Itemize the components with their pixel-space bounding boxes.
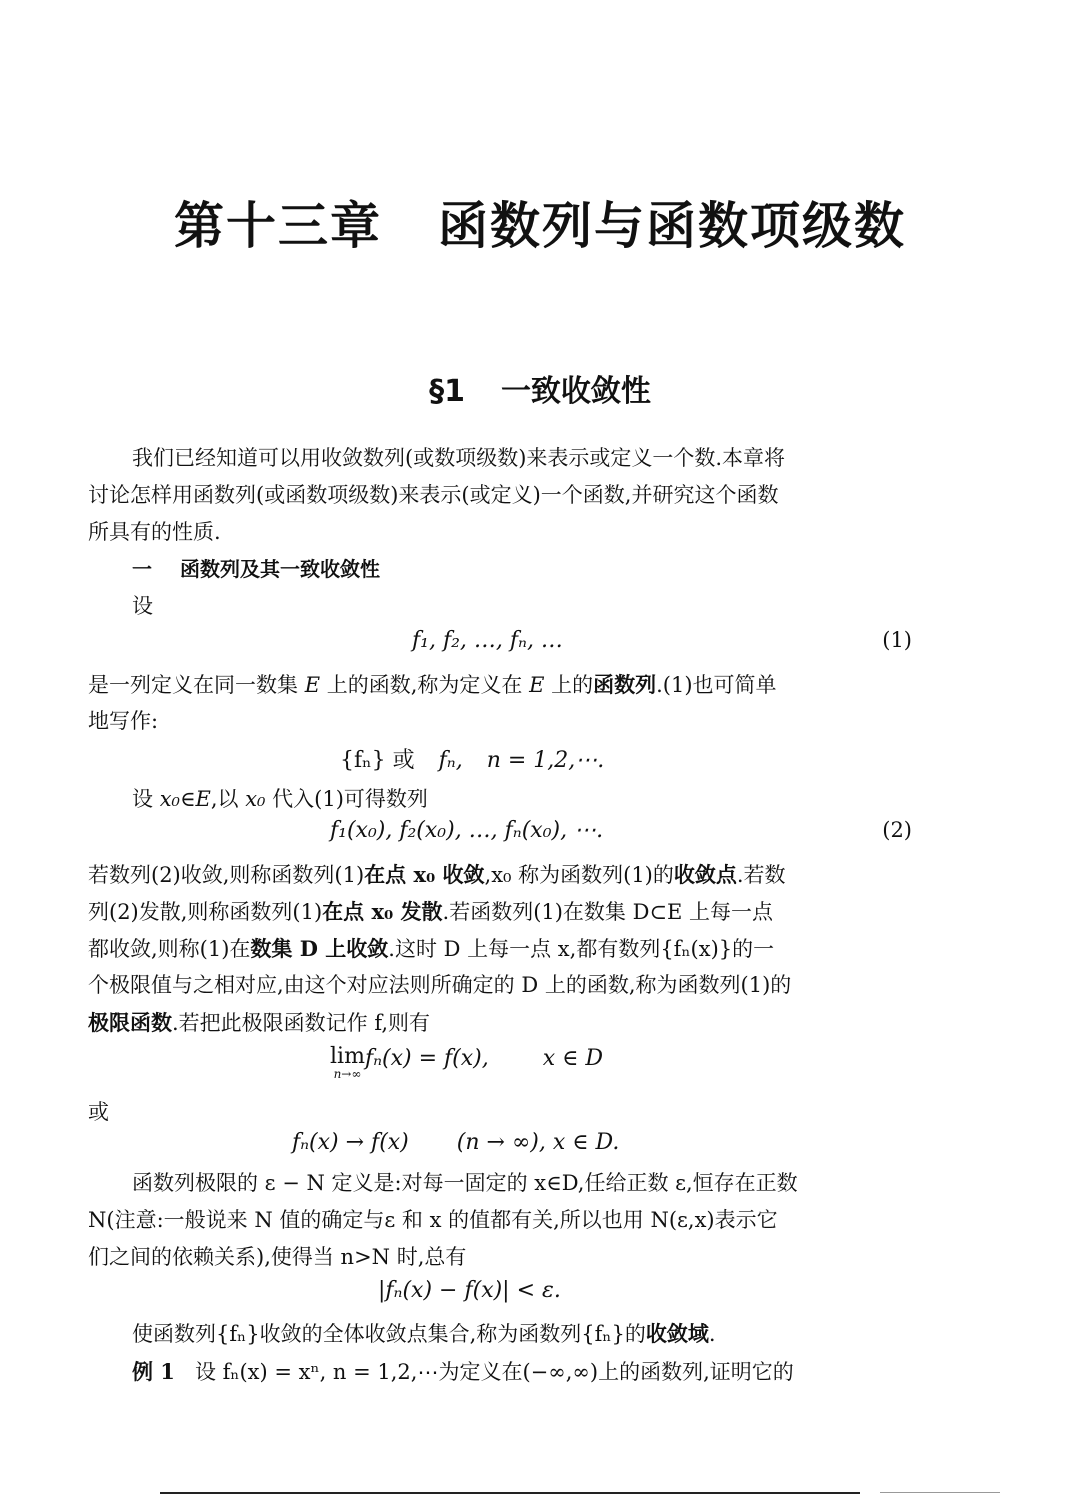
section-title [0, 366, 1080, 410]
term-convergence-point: 收敛点 [673, 862, 737, 887]
definition-line: 地写作: [88, 709, 159, 733]
or-line: 或 [88, 1100, 109, 1124]
subsection-name: 函数列及其一致收敛性 [180, 557, 380, 581]
term-converge-on-set: 数集 D 上收敛 [250, 936, 389, 961]
intro-paragraph [88, 440, 1008, 477]
subsection-number: 一 [132, 557, 152, 581]
subsection-heading [88, 551, 1008, 588]
intro-line: 讨论怎样用函数列(或函数项级数)来表示(或定义)一个函数,并研究这个函数 [88, 483, 779, 507]
term-converge-at-point: 在点 x₀ 收敛 [364, 862, 485, 887]
convergence-domain-paragraph: 使函数列{fₙ}收敛的全体收敛点集合,称为函数列{fₙ}的收敛域. [132, 1321, 716, 1346]
convergence-line: 都收敛,则称(1)在数集 D 上收敛.这时 D 上每一点 x,都有数列{fₙ(x)}的一 [88, 936, 775, 961]
page-bottom-rule-faint [880, 1492, 1000, 1493]
equation-number-2: (2) [882, 818, 912, 842]
epsilon-paragraph: 函数列极限的 ε − N 定义是:对每一固定的 x∈D,任给正数 ε,恒存在正数 [132, 1171, 798, 1195]
notation-equation: {fₙ} 或 fₙ, n = 1,2,⋯. [340, 748, 605, 773]
term-convergence-domain: 收敛域 [645, 1321, 709, 1346]
epsilon-line: 们之间的依赖关系),使得当 n>N 时,总有 [88, 1245, 467, 1269]
term-function-sequence: 函数列 [593, 672, 657, 697]
convergence-line: 极限函数.若把此极限函数记作 f,则有 [88, 1010, 431, 1035]
convergence-paragraph: 若数列(2)收敛,则称函数列(1)在点 x₀ 收敛,x₀ 称为函数列(1)的收敛点.若数 [88, 862, 786, 887]
equation-limit: lim n→∞ fₙ(x) = f(x), x ∈ D [330, 1044, 604, 1081]
substitution-paragraph: 设 x₀∈E,以 x₀ 代入(1)可得数列 [132, 787, 428, 811]
definition-paragraph: 是一列定义在同一数集 E 上的函数,称为定义在 E 上的函数列.(1)也可简单 [88, 672, 777, 697]
convergence-line: 列(2)发散,则称函数列(1)在点 x₀ 发散.若函数列(1)在数集 D⊂E 上每一点 [88, 899, 774, 924]
page-bottom-rule [160, 1492, 860, 1494]
intro-line: 我们已经知道可以用收敛数列(或数项级数)来表示或定义一个数.本章将 [132, 446, 786, 470]
term-diverge-at-point: 在点 x₀ 发散 [322, 899, 443, 924]
section-name: 一致收敛性 [500, 374, 651, 409]
example-1 [88, 1353, 1008, 1391]
limit-operator: lim n→∞ [330, 1044, 365, 1081]
example-text: 设 fₙ(x) = xⁿ, n = 1,2,⋯为定义在(−∞,∞)上的函数列,证明它的 [194, 1360, 794, 1384]
intro-line: 所具有的性质. [88, 520, 221, 544]
chapter-number: 第十三章 [174, 197, 382, 255]
equation-2: f₁(x₀), f₂(x₀), …, fₙ(x₀), ⋯. [330, 818, 604, 843]
example-label: 例 1 [132, 1359, 175, 1384]
equation-number-1: (1) [882, 628, 912, 652]
she-line: 设 [132, 594, 153, 618]
equation-arrow: fₙ(x) → f(x) (n → ∞), x ∈ D. [292, 1130, 620, 1155]
equation-epsilon: |fₙ(x) − f(x)| < ε. [378, 1278, 561, 1303]
chapter-name: 函数列与函数项级数 [438, 197, 906, 255]
convergence-line: 个极限值与之相对应,由这个对应法则所确定的 D 上的函数,称为函数列(1)的 [88, 973, 792, 997]
section-number: §1 [429, 374, 465, 409]
equation-1: f₁, f₂, …, fₙ, … [412, 628, 563, 653]
chapter-title [0, 186, 1080, 258]
term-limit-function: 极限函数 [88, 1010, 172, 1035]
epsilon-line: N(注意:一般说来 N 值的确定与ε 和 x 的值都有关,所以也用 N(ε,x)表示它 [88, 1208, 778, 1232]
